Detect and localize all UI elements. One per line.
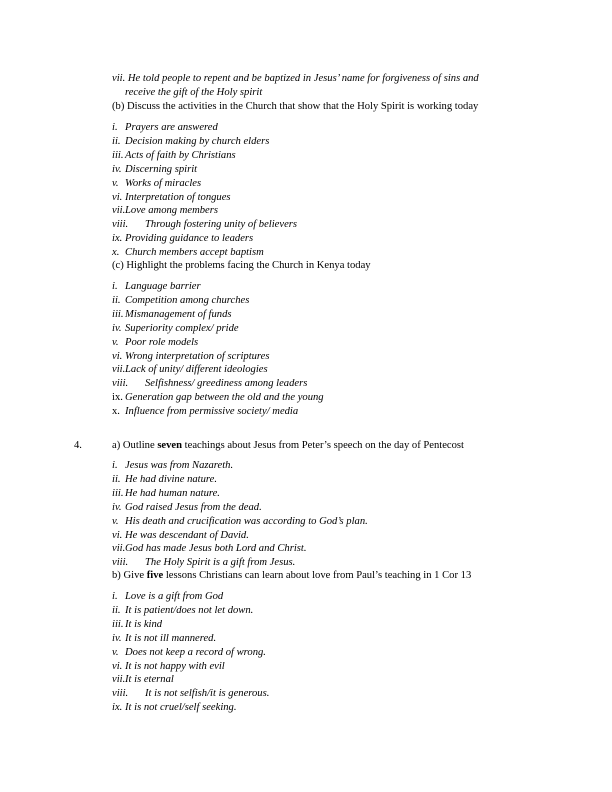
list-item-text: Discerning spirit (125, 163, 198, 175)
question-number-4: 4. (74, 440, 82, 451)
question-emphasis: five (146, 570, 164, 581)
list-item-number: vi. (112, 350, 123, 362)
list-item (112, 515, 368, 528)
list-item (112, 246, 264, 259)
list-item (112, 529, 249, 542)
list-item-number: ii. (112, 604, 121, 616)
list-item-number: ii. (112, 294, 121, 306)
list-item-number: i. (112, 591, 118, 602)
list-item-text: Lack of unity/ different ideologies (125, 364, 268, 376)
list-item-text: It is not selfish/it is generous. (145, 688, 270, 700)
question-3c: (c) Highlight the problems facing the Church in Kenya today (112, 260, 371, 271)
list-item-number: iii. (112, 149, 124, 161)
list-item-text: Wrong interpretation of scriptures (125, 350, 270, 362)
list-item-number: x. (112, 247, 120, 259)
list-item-text: Influence from permissive society/ media (125, 406, 299, 418)
list-item (112, 590, 223, 603)
list-item (112, 121, 218, 134)
list-item (112, 405, 298, 418)
list-item-number: x. (112, 406, 120, 418)
list-item (112, 673, 174, 686)
list-item-number: vi. (112, 191, 123, 203)
prev-item-vii-cont (125, 86, 262, 99)
question-text: lessons Christians can learn about love from Paul’s teaching in 1 Cor 13 (163, 570, 472, 581)
list-item-text: It is not ill mannered. (125, 632, 217, 644)
list-item-number: vii. (112, 674, 126, 686)
list-item (112, 459, 233, 472)
list-item-number: vii. (112, 205, 126, 217)
list-item-text: receive the gift of the Holy spirit (125, 87, 263, 98)
list-item-number: i. (112, 281, 118, 292)
list-item-text: Jesus was from Nazareth. (125, 460, 234, 471)
list-item-number: v. (112, 515, 119, 527)
list-item (112, 377, 307, 390)
list-item-number: i. (112, 122, 118, 133)
list-item-text: He was descendant of David. (125, 529, 249, 541)
list-item-number: iii. (112, 308, 124, 320)
prev-item-vii (112, 72, 479, 85)
list-item-number: viii. (112, 688, 129, 700)
list-item-text: Decision making by church elders (125, 135, 270, 147)
list-item-number: vii. (112, 543, 126, 555)
list-item (112, 632, 216, 645)
list-item-text: Interpretation of tongues (125, 191, 231, 203)
question-text: teachings about Jesus from Peter’s speech on the day of Pentecost (182, 440, 464, 451)
list-item-number: iii. (112, 618, 124, 630)
question-4b (112, 569, 471, 582)
list-item-number: iv. (112, 632, 122, 644)
list-item-number: vi. (112, 529, 123, 541)
question-4a (112, 439, 464, 452)
list-item-number: ix. (112, 233, 123, 245)
list-item-text: Love among members (125, 205, 218, 217)
list-item-text: Providing guidance to leaders (125, 233, 254, 245)
list-item-number: v. (112, 336, 119, 348)
list-item-text: God has made Jesus both Lord and Christ. (125, 543, 307, 555)
list-item-number: iv. (112, 322, 122, 334)
list-item-text: Does not keep a record of wrong. (125, 646, 266, 658)
list-item (112, 501, 262, 514)
list-item (112, 294, 249, 307)
list-item (112, 191, 231, 204)
list-item (112, 363, 268, 376)
list-item-text: Language barrier (125, 281, 201, 292)
list-item (112, 542, 306, 555)
list-item (112, 336, 198, 349)
list-item-number: ii. (112, 473, 121, 485)
list-item-text: Through fostering unity of believers (145, 219, 298, 231)
list-item-number: vii. (112, 73, 126, 84)
list-item-text: He told people to repent and be baptized in Jesus’ name for forgiveness of sins and (127, 73, 479, 84)
list-item-text: Selfishness/ greediness among leaders (145, 378, 308, 390)
list-item-text: It is not cruel/self seeking. (125, 702, 237, 714)
list-item (112, 322, 239, 335)
list-item (112, 149, 236, 162)
list-item (112, 556, 295, 569)
list-item (112, 280, 201, 293)
list-item (112, 604, 253, 617)
list-item-text: Mismanagement of funds (125, 308, 232, 320)
list-item-text: It is patient/does not let down. (125, 604, 254, 616)
list-item-text: Prayers are answered (125, 122, 218, 133)
list-item (112, 135, 269, 148)
list-item-text: Generation gap between the old and the young (125, 392, 324, 404)
list-item-text: Works of miracles (125, 177, 202, 189)
list-item-number: ix. (112, 392, 123, 404)
list-item-text: Love is a gift from God (125, 591, 224, 602)
list-item (112, 218, 297, 231)
list-item-text: Superiority complex/ pride (125, 322, 239, 334)
list-item-text: The Holy Spirit is a gift from Jesus. (145, 557, 296, 569)
list-item-text: Competition among churches (125, 294, 250, 306)
list-item (112, 163, 197, 176)
list-item (112, 618, 162, 631)
list-item (112, 701, 237, 714)
list-item-text: It is eternal (125, 674, 174, 686)
list-item (112, 204, 218, 217)
list-item-text: God raised Jesus from the dead. (125, 501, 262, 513)
list-item (112, 350, 269, 363)
list-item-number: viii. (112, 557, 129, 569)
question-text: b) Give (112, 570, 147, 581)
list-item-number: iv. (112, 501, 122, 513)
list-item-text: It is not happy with evil (125, 660, 225, 672)
list-item-number: iv. (112, 163, 122, 175)
list-item-number: ii. (112, 135, 121, 147)
list-item-number: iii. (112, 487, 124, 499)
list-item-text: His death and crucification was according to God’s plan. (125, 515, 368, 527)
list-item-number: v. (112, 177, 119, 189)
list-item-text: Poor role models (125, 336, 199, 348)
list-item-number: viii. (112, 378, 129, 390)
list-item (112, 473, 217, 486)
list-item-number: vi. (112, 660, 123, 672)
list-item (112, 487, 220, 500)
list-item-text: Acts of faith by Christians (125, 149, 236, 161)
list-item-number: i. (112, 460, 118, 471)
list-item (112, 660, 225, 673)
list-item-text: He had human nature. (125, 487, 220, 499)
list-item-text: Church members accept baptism (125, 247, 264, 259)
list-item-number: vii. (112, 364, 126, 376)
list-item-number: v. (112, 646, 119, 658)
list-item (112, 177, 201, 190)
list-item-text: It is kind (125, 618, 163, 630)
list-item (112, 391, 324, 404)
list-item-number: ix. (112, 702, 123, 714)
question-text: a) Outline (112, 440, 158, 451)
list-item (112, 687, 269, 700)
list-item (112, 232, 253, 245)
question-emphasis: seven (157, 440, 183, 451)
list-item-text: He had divine nature. (125, 473, 217, 485)
question-3b: (b) Discuss the activities in the Church that show that the Holy Spirit is working today (112, 101, 479, 112)
list-item (112, 646, 266, 659)
list-item (112, 308, 232, 321)
list-item-number: viii. (112, 219, 129, 231)
